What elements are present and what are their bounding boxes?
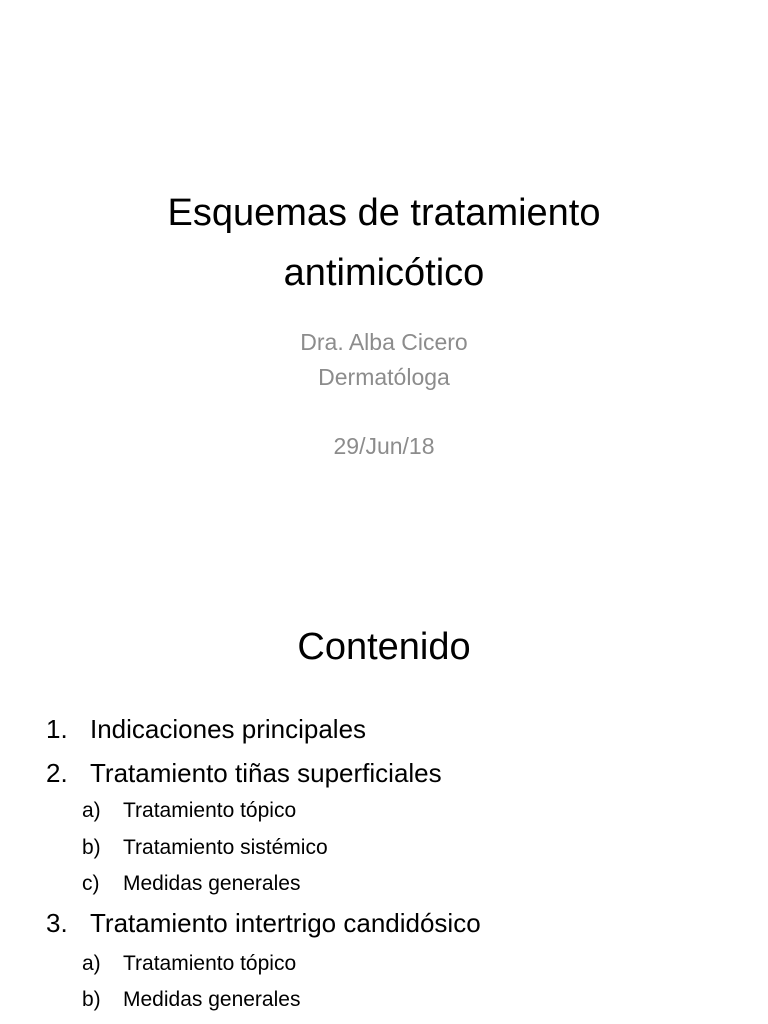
- slide-title-line-2: antimicótico: [283, 252, 485, 294]
- item-label: Tratamiento tiñas superficiales: [90, 758, 442, 788]
- item-label: Indicaciones principales: [90, 714, 367, 744]
- subitem-label: Medidas generales: [123, 872, 301, 895]
- item-number: 2.: [46, 758, 68, 788]
- author-role: Dermatóloga: [318, 364, 450, 390]
- subitem-label: Tratamiento sistémico: [123, 836, 328, 859]
- subitem-letter: c): [82, 872, 100, 895]
- subitem-letter: b): [82, 988, 101, 1011]
- item-number: 1.: [46, 714, 68, 744]
- subitem-letter: a): [82, 799, 101, 822]
- item-number: 3.: [46, 908, 68, 938]
- contents-slide: [0, 576, 768, 1024]
- subitem-label: Tratamiento tópico: [123, 799, 297, 822]
- item-label: Tratamiento intertrigo candidósico: [90, 908, 481, 938]
- author-name: Dra. Alba Cicero: [300, 329, 468, 355]
- subitem-label: Medidas generales: [123, 988, 301, 1011]
- subitem-letter: b): [82, 836, 101, 859]
- subitem-letter: a): [82, 952, 101, 975]
- subitem-label: Tratamiento tópico: [123, 952, 297, 975]
- presentation-date: 29/Jun/18: [333, 433, 435, 459]
- contents-title: Contenido: [297, 626, 471, 668]
- slide-title-line-1: Esquemas de tratamiento: [167, 192, 601, 234]
